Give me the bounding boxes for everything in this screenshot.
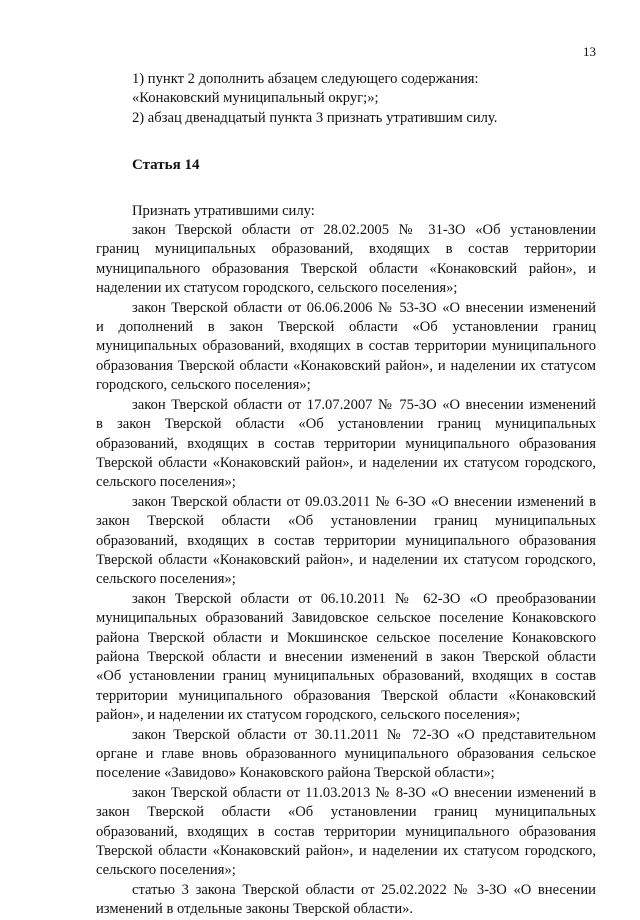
paragraph-line: сельского поселения»; [96, 862, 236, 879]
paragraph-line: муниципальных образований, входящих в состав территории муниципального [96, 338, 596, 355]
repealed-law-paragraph [96, 590, 596, 726]
repealed-law-paragraph [96, 784, 596, 881]
paragraph-line: района Тверской области и внесении изменений в закон Тверской области [96, 648, 596, 665]
paragraph-line: район», и наделении их статусом городского, сельского поселения»; [96, 707, 521, 724]
document-body [96, 70, 596, 920]
paragraph-line: закон Тверской области «Об установлении границ муниципальных [96, 513, 596, 530]
repealed-law-paragraph [96, 726, 596, 784]
paragraph-line: сельского поселения»; [96, 571, 236, 588]
paragraph-line: границ муниципальных образований, входящих в состав территории [96, 241, 596, 258]
paragraph-line: наделении их статусом городского, сельского поселения»; [96, 280, 458, 297]
article-title: Статья 14 [132, 157, 200, 174]
paragraph-line: закон Тверской области от 09.03.2011 № 6-ЗО «О внесении изменений в [132, 493, 596, 510]
paragraph-line: сельского поселения»; [96, 474, 236, 491]
paragraph-line: статью 3 закона Тверской области от 25.02.2022 № 3-ЗО «О внесении [132, 881, 596, 898]
paragraph-line: образований, входящих в состав территории муниципального образования [96, 532, 596, 549]
paragraph-line: территории муниципального образования Тверской области «Конаковский [96, 687, 596, 704]
paragraph-line: закон Тверской области от 17.07.2007 № 75-ЗО «О внесении изменений [132, 396, 596, 413]
paragraph-line: изменений в отдельные законы Тверской области». [96, 901, 414, 918]
paragraph-line: «Об установлении границ муниципальных образований, входящих в состав [96, 668, 596, 685]
repealed-laws-list [96, 221, 596, 920]
paragraph-line: органе и главе вновь образованного муниципального образования сельское [96, 746, 596, 762]
paragraph-line: закон Тверской области «Об установлении границ муниципальных [96, 804, 596, 821]
intro-item-1-quote: «Конаковский муниципальный округ;»; [132, 90, 379, 107]
intro-item-1: 1) пункт 2 дополнить абзацем следующего содержания: [132, 71, 479, 87]
paragraph-line: муниципального образования Тверской области «Конаковский район», и [96, 260, 596, 277]
repealed-law-paragraph [96, 881, 596, 920]
paragraph-line: закон Тверской области от 28.02.2005 № 31-ЗО «Об установлении [132, 222, 596, 239]
paragraph-line: закон Тверской области от 06.06.2006 № 53-ЗО «О внесении изменений [132, 299, 596, 316]
paragraph-line: образований, входящих в состав территории муниципального образования [96, 435, 596, 452]
intro-item-2: 2) абзац двенадцатый пункта 3 признать утратившим силу. [132, 109, 498, 126]
paragraph-line: Тверской области «Конаковский район», и наделении их статусом городского, [96, 843, 596, 860]
paragraph-line: района Тверской области и Мокшинское сельское поселение Конаковского [96, 629, 596, 646]
paragraph-line: образований, входящих в состав территории муниципального образования [96, 823, 596, 840]
paragraph-line: закон Тверской области от 11.03.2013 № 8-ЗО «О внесении изменений в [132, 784, 596, 801]
repealed-law-paragraph [96, 396, 596, 493]
paragraph-line: закон Тверской области от 06.10.2011 № 62-ЗО «О преобразовании [132, 590, 596, 607]
paragraph-line: Тверской области «Конаковский район», и наделении их статусом городского, [96, 454, 596, 471]
paragraph-line: в закон Тверской области «Об установлении границ муниципальных [96, 416, 596, 433]
repealed-law-paragraph [96, 493, 596, 590]
paragraph-line: поселение «Завидово» Конаковского района Тверской области»; [96, 765, 495, 782]
paragraph-line: образования Тверской области «Конаковский район», и наделении их статусом [96, 357, 596, 374]
paragraph-line: городского, сельского поселения»; [96, 377, 311, 394]
repealed-law-paragraph [96, 221, 596, 299]
page-number: 13 [583, 44, 596, 59]
paragraph-line: Тверской области «Конаковский район», и наделении их статусом городского, [96, 551, 596, 568]
paragraph-line: муниципальных образований Завидовское сельское поселение Конаковского [96, 610, 596, 627]
paragraph-line: и дополнений в закон Тверской области «Об установлении границ [96, 319, 596, 336]
paragraph-line: закон Тверской области от 30.11.2011 № 72-ЗО «О представительном [132, 726, 596, 743]
repealed-law-paragraph [96, 299, 596, 396]
article-lead: Признать утратившими силу: [132, 202, 315, 219]
